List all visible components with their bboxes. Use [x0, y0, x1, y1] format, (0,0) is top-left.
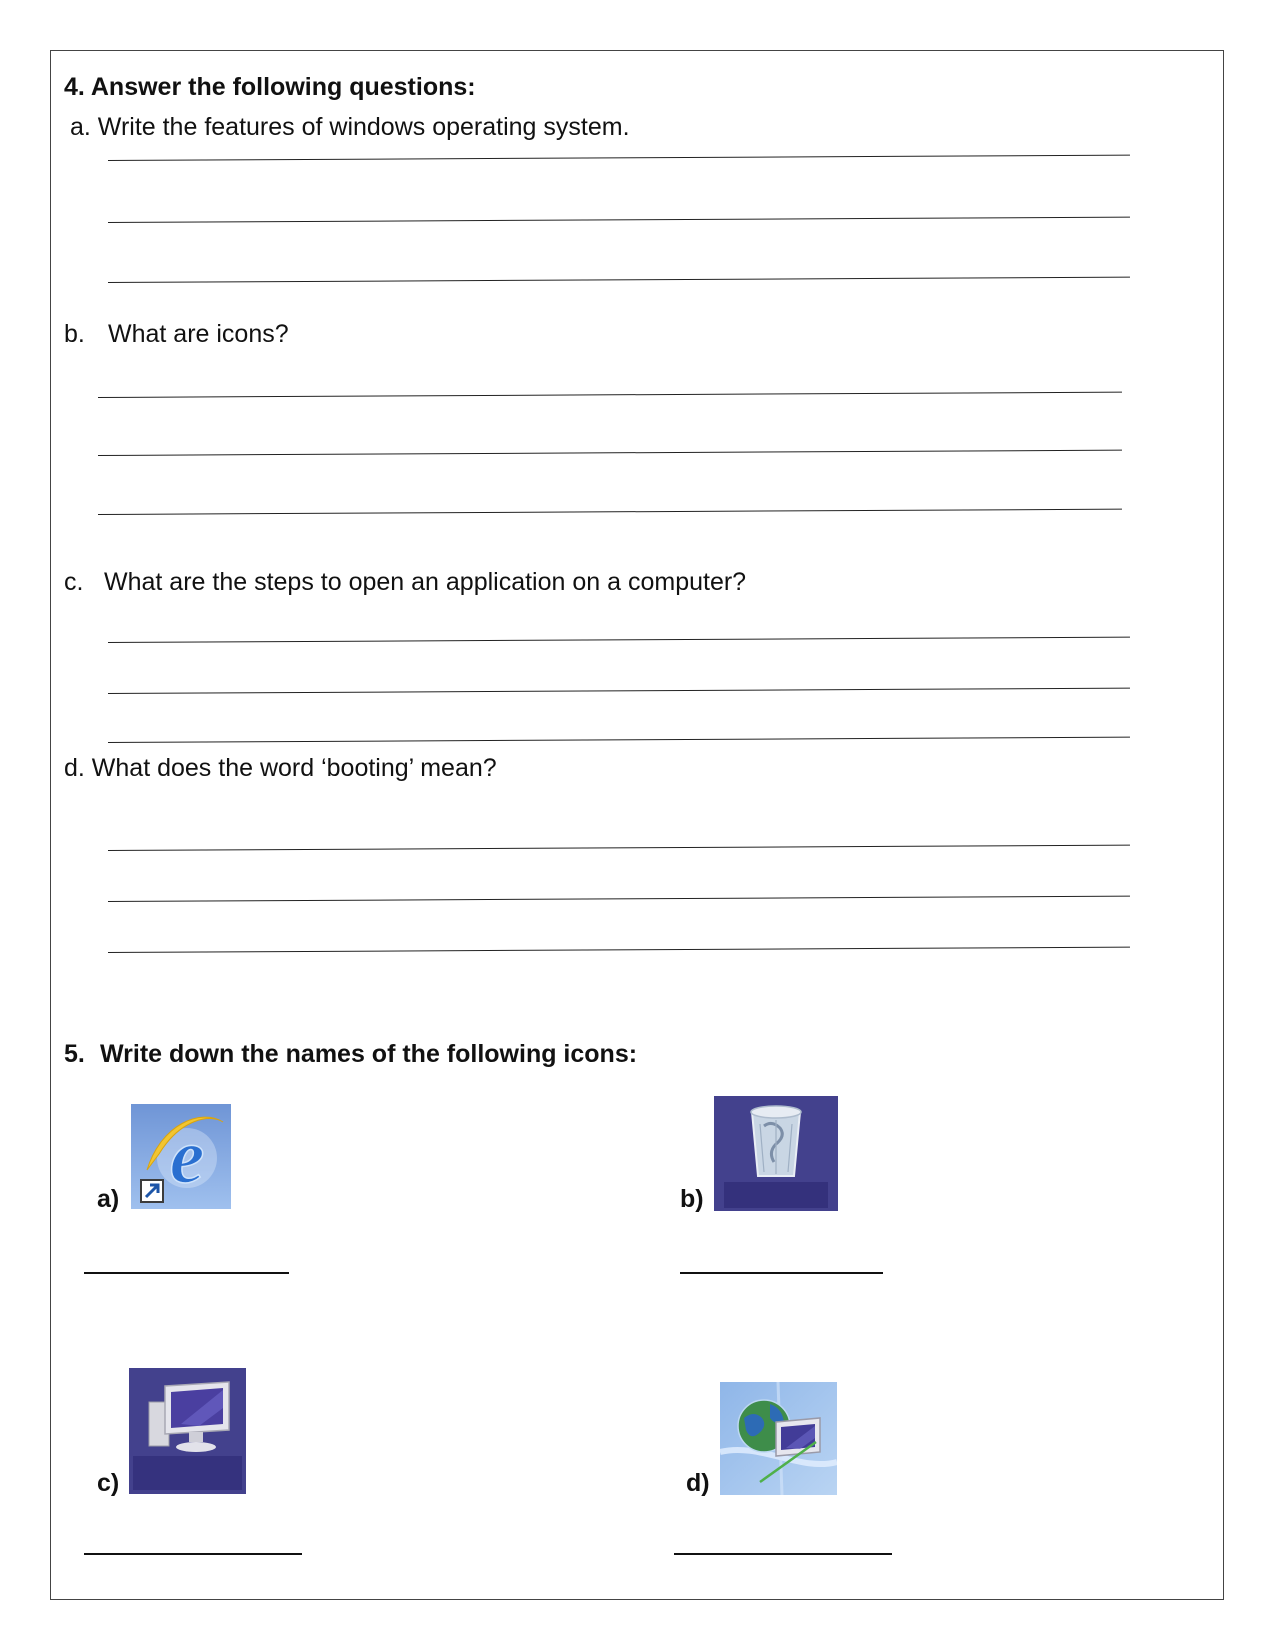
question-4b-text: What are icons?: [108, 320, 289, 348]
question-4c-prefix: c.: [64, 568, 84, 596]
answer-blank-c[interactable]: [84, 1553, 302, 1555]
answer-blank-d[interactable]: [674, 1553, 892, 1555]
icon-label-b: b): [680, 1185, 704, 1213]
answer-blank-a[interactable]: [84, 1272, 289, 1274]
internet-explorer-icon: [131, 1104, 231, 1209]
question-5-heading: Write down the names of the following icons:: [100, 1040, 638, 1068]
question-4-heading: 4. Answer the following questions:: [64, 73, 476, 101]
question-5-number: 5.: [64, 1040, 85, 1068]
answer-blank-b[interactable]: [680, 1272, 883, 1274]
computer-icon: [129, 1368, 246, 1494]
icon-label-c: c): [97, 1469, 120, 1497]
icon-label-a: a): [97, 1185, 120, 1213]
icon-label-d: d): [686, 1469, 710, 1497]
question-4c-text: What are the steps to open an application on a computer?: [104, 568, 747, 596]
question-4d-text: d. What does the word ‘booting’ mean?: [64, 754, 497, 782]
recycle-bin-icon: [714, 1096, 838, 1211]
question-4a-text: a. Write the features of windows operating system.: [70, 113, 630, 141]
question-4b-prefix: b.: [64, 320, 85, 348]
network-icon: [720, 1382, 837, 1495]
svg-text:e: e: [169, 1112, 205, 1199]
